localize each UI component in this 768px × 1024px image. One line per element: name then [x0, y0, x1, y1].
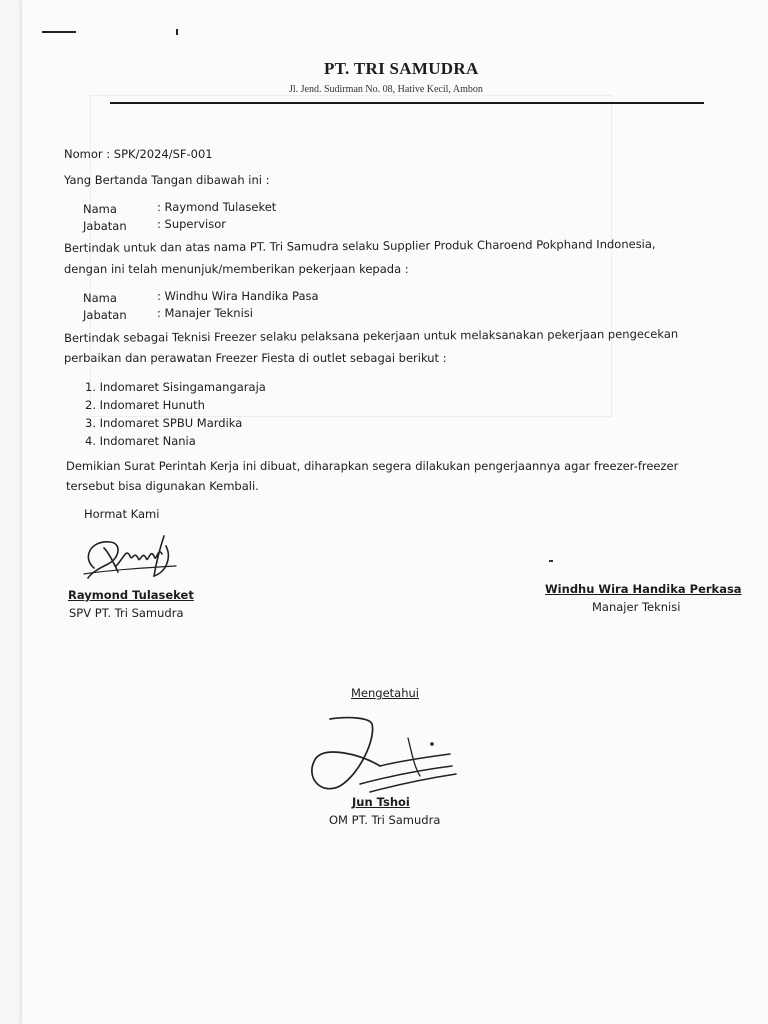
regards-text: Hormat Kami [84, 507, 160, 521]
acknowledger-name: Jun Tshoi [352, 795, 410, 809]
paragraph1-line1: Bertindak untuk dan atas nama PT. Tri Samudra selaku Supplier Produk Charoend Pokphand Indonesia, [64, 236, 656, 255]
outlet-list-item: 2. Indomaret Hunuth [85, 398, 205, 412]
outlet-list-item: 1. Indomaret Sisingamangaraja [85, 380, 266, 394]
outlet-list-item: 4. Indomaret Nania [85, 434, 196, 448]
signer-position-label: Jabatan [83, 219, 127, 233]
signature-left [80, 528, 190, 588]
paragraph2-line1: Bertindak sebagai Teknisi Freezer selaku pelaksana pekerjaan untuk melaksanakan pekerjaan pengecekan [64, 326, 679, 345]
signer-position-value: : Supervisor [157, 217, 226, 231]
signer-right-role: Manajer Teknisi [592, 600, 681, 614]
signer-left-role: SPV PT. Tri Samudra [69, 606, 184, 620]
acknowledger-role: OM PT. Tri Samudra [329, 813, 441, 827]
scan-speck [549, 560, 553, 562]
closing-line2: tersebut bisa digunakan Kembali. [66, 479, 259, 493]
paragraph1-line2: dengan ini telah menunjuk/memberikan pekerjaan kepada : [64, 262, 409, 276]
paragraph2-line2: perbaikan dan perawatan Freezer Fiesta di outlet sebagai berikut : [64, 351, 447, 365]
company-name: PT. TRI SAMUDRA [324, 59, 479, 78]
acknowledge-label: Mengetahui [351, 686, 419, 700]
assignee-name-label: Nama [83, 291, 117, 305]
scan-mark [42, 31, 76, 33]
bleed-through-ghost [90, 95, 612, 417]
signer-name-value: : Raymond Tulaseket [157, 200, 277, 214]
assignee-position-value: : Manajer Teknisi [157, 306, 253, 320]
signer-name-label: Nama [83, 202, 117, 216]
signer-right-name: Windhu Wira Handika Perkasa [545, 582, 742, 596]
intro-text: Yang Bertanda Tangan dibawah ini : [64, 173, 270, 187]
header-divider [110, 102, 704, 104]
closing-line1: Demikian Surat Perintah Kerja ini dibuat, diharapkan segera dilakukan pengerjaannya agar freezer-freezer [66, 459, 679, 473]
outlet-list-item: 3. Indomaret SPBU Mardika [85, 416, 243, 430]
assignee-name-value: : Windhu Wira Handika Pasa [157, 289, 319, 303]
assignee-position-label: Jabatan [83, 308, 127, 322]
scan-dot [176, 29, 178, 35]
signer-left-name: Raymond Tulaseket [68, 588, 194, 602]
company-address: Jl. Jend. Sudirman No. 08, Hative Kecil, Ambon [289, 84, 483, 95]
document-number: Nomor : SPK/2024/SF-001 [64, 147, 213, 161]
